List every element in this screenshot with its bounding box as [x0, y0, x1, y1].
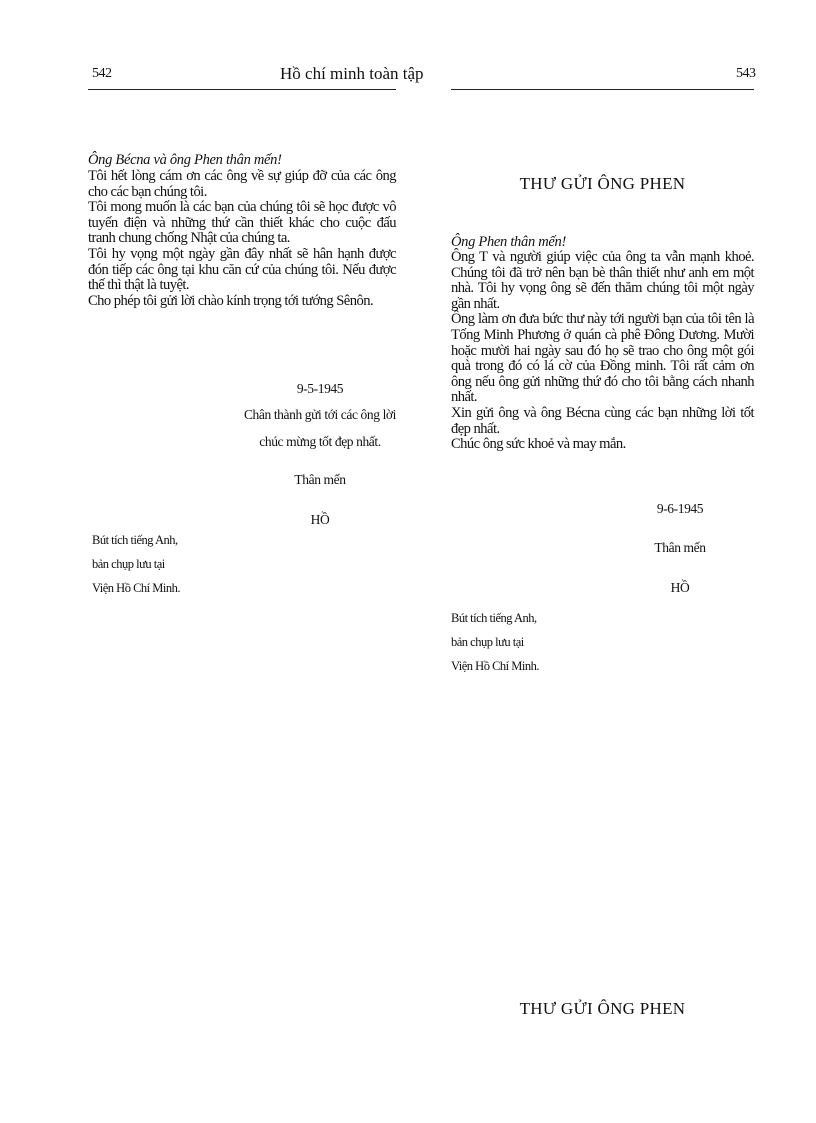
left-header-rule — [88, 89, 396, 90]
right-signature: HỒ — [670, 580, 690, 595]
left-sign-off: Thân mến — [294, 472, 346, 487]
right-paragraph-1: Ông T và người giúp việc của ông ta vẫn mạnh khoẻ. Chúng tôi đã trở nên bạn bè thân thiết như anh em một nhà. Tôi hy vọng ông sẽ đến thăm chúng tôi một ngày gần nhất. — [451, 249, 754, 312]
right-paragraph-4: Chúc ông sức khoẻ và may mắn. — [451, 436, 626, 453]
right-paragraph-3: Xin gửi ông và ông Bécna cùng các bạn những lời tốt đẹp nhất. — [451, 404, 754, 437]
left-page-number: 542 — [92, 66, 112, 81]
left-closing-line-2: chúc mừng tốt đẹp nhất. — [259, 434, 381, 449]
next-letter-title: THƯ GỬI ÔNG PHEN — [519, 999, 686, 1018]
left-source-note — [92, 533, 180, 595]
left-paragraph-4: Cho phép tôi gửi lời chào kính trọng tới tướng Sênôn. — [88, 292, 374, 309]
left-source-note-line-2: bản chụp lưu tại — [92, 557, 165, 571]
right-date: 9-6-1945 — [656, 501, 704, 516]
left-date: 9-5-1945 — [296, 381, 344, 396]
right-page-number: 543 — [736, 66, 756, 81]
left-closing-line-1: Chân thành gửi tới các ông lời — [243, 407, 397, 422]
left-salutation: Ông Bécna và ông Phen thân mến! — [88, 152, 282, 168]
left-source-note-line-3: Viện Hồ Chí Minh. — [92, 581, 180, 595]
right-source-note-line-3: Viện Hồ Chí Minh. — [451, 659, 539, 673]
running-head: Hồ chí minh toàn tập — [280, 64, 424, 83]
left-paragraph-2: Tôi mong muốn là các bạn của chúng tôi sẽ học được vô tuyến điện và những thứ cần thiết khác cho cuộc đấu tranh chung chống Nhật của chúng ta. — [88, 199, 396, 247]
right-header-rule — [451, 89, 754, 90]
left-source-note-line-1: Bút tích tiếng Anh, — [92, 533, 178, 547]
left-letter-body — [88, 169, 396, 309]
right-source-note-line-1: Bút tích tiếng Anh, — [451, 611, 537, 625]
right-source-note — [451, 611, 539, 673]
right-sign-off: Thân mến — [654, 540, 706, 555]
left-paragraph-3: Tôi hy vọng một ngày gần đây nhất sẽ hân hạnh được đón tiếp các ông tại khu căn cứ của chúng tôi. Nếu được thế thì thật là tuyệt. — [88, 245, 396, 294]
right-paragraph-2: Ông làm ơn đưa bức thư này tới người bạn của tôi tên là Tống Minh Phương ở quán cà phê Đông Dương. Mười hoặc mười hai ngày sau đó họ sẽ trao cho ông một gói quà trong đó có lá cờ của Đồng minh. Tôi rất cảm ơn ông nếu ông gửi những thứ đó cho tôi bằng cách nhanh nhất. — [451, 311, 754, 406]
right-letter-body — [451, 250, 754, 453]
right-source-note-line-2: bản chụp lưu tại — [451, 635, 524, 649]
right-letter-title: THƯ GỬI ÔNG PHEN — [519, 174, 686, 193]
left-paragraph-1: Tôi hết lòng cám ơn các ông về sự giúp đỡ của các ông cho các bạn chúng tôi. — [88, 168, 396, 200]
left-signature: HỒ — [310, 512, 330, 527]
right-salutation: Ông Phen thân mến! — [451, 234, 567, 250]
